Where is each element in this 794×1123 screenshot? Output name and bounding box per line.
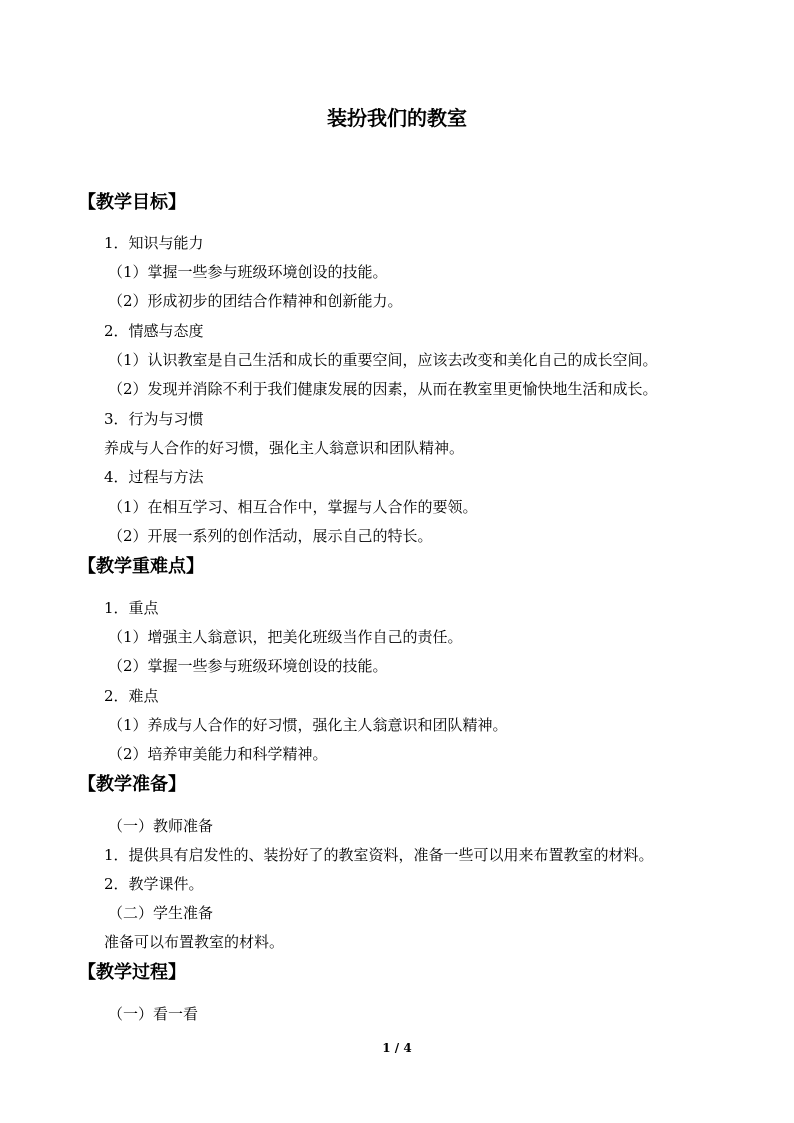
objectives-line: （1）在相互学习、相互合作中，掌握与人合作的要领。 bbox=[108, 498, 478, 516]
objectives-line: （2）开展一系列的创作活动，展示自己的特长。 bbox=[108, 527, 433, 545]
section-heading-objectives: 【教学目标】 bbox=[78, 192, 186, 213]
objectives-line: （2）形成初步的团结合作精神和创新能力。 bbox=[108, 292, 403, 310]
preparation-line: （二）学生准备 bbox=[108, 904, 214, 922]
preparation-line: 1．提供具有启发性的、装扮好了的教室资料，准备一些可以用来布置教室的材料。 bbox=[104, 846, 654, 864]
process-line: （一）看一看 bbox=[108, 1005, 199, 1023]
key-points-line: （2）培养审美能力和科学精神。 bbox=[108, 745, 328, 763]
objectives-line: 养成与人合作的好习惯，强化主人翁意识和团队精神。 bbox=[104, 439, 465, 457]
preparation-line: （一）教师准备 bbox=[108, 817, 214, 835]
objectives-line: 4．过程与方法 bbox=[104, 468, 204, 486]
key-points-line: 1．重点 bbox=[104, 599, 159, 617]
preparation-line: 2．教学课件。 bbox=[104, 875, 204, 893]
objectives-line: 2．情感与态度 bbox=[104, 322, 204, 340]
page-number: 1 / 4 bbox=[382, 1041, 412, 1055]
objectives-line: （1）认识教室是自己生活和成长的重要空间，应该去改变和美化自己的成长空间。 bbox=[108, 351, 658, 369]
objectives-line: （2）发现并消除不利于我们健康发展的因素，从而在教室里更愉快地生活和成长。 bbox=[108, 380, 658, 398]
section-heading-preparation: 【教学准备】 bbox=[78, 774, 186, 795]
document-title: 装扮我们的教室 bbox=[327, 106, 467, 130]
preparation-line: 准备可以布置教室的材料。 bbox=[104, 933, 285, 951]
objectives-line: 1．知识与能力 bbox=[104, 234, 204, 252]
key-points-line: 2．难点 bbox=[104, 687, 159, 705]
objectives-line: （1）掌握一些参与班级环境创设的技能。 bbox=[108, 263, 388, 281]
section-heading-process: 【教学过程】 bbox=[78, 962, 186, 983]
section-heading-key-points: 【教学重难点】 bbox=[78, 556, 204, 577]
objectives-line: 3．行为与习惯 bbox=[104, 410, 204, 428]
key-points-line: （1）养成与人合作的好习惯，强化主人翁意识和团队精神。 bbox=[108, 716, 508, 734]
key-points-line: （1）增强主人翁意识，把美化班级当作自己的责任。 bbox=[108, 628, 463, 646]
key-points-line: （2）掌握一些参与班级环境创设的技能。 bbox=[108, 657, 388, 675]
